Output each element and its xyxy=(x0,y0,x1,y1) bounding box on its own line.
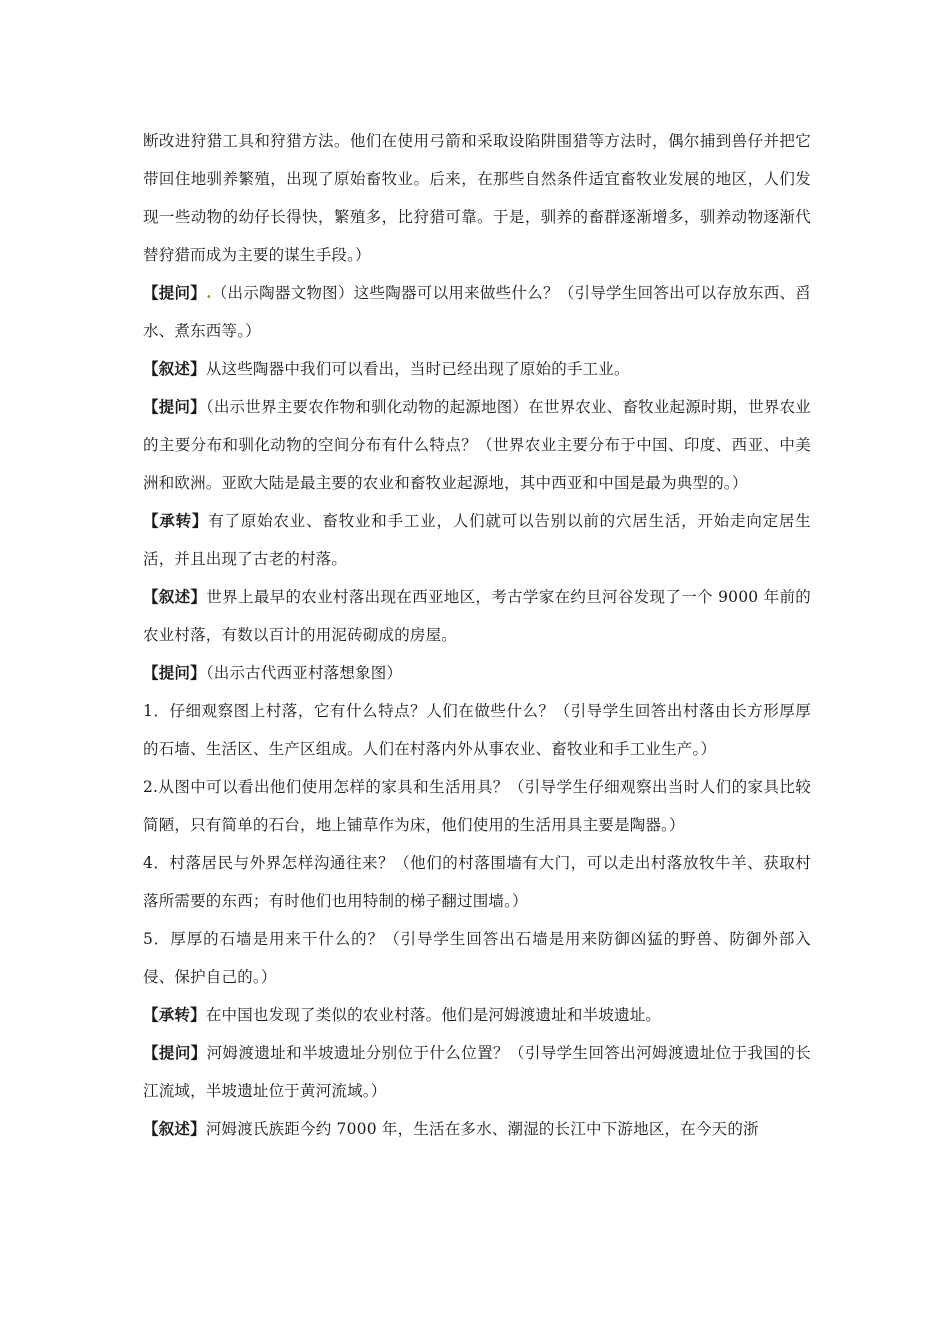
paragraph-tag: 【提问】 xyxy=(143,663,206,682)
paragraph xyxy=(143,1034,811,1110)
paragraph xyxy=(143,502,811,578)
paragraph xyxy=(143,996,811,1034)
paragraph-tag: 【叙述】 xyxy=(143,587,207,606)
document-body xyxy=(143,122,811,1148)
paragraph-text: 世界上最早的农业村落出现在西亚地区，考古学家在约旦河谷发现了一个 9000 年前的农业村落，有数以百计的用泥砖砌成的房屋。 xyxy=(143,588,811,644)
paragraph-text: （出示古代西亚村落想象图） xyxy=(205,664,403,682)
paragraph xyxy=(143,1110,811,1148)
paragraph-tag: 【承转】 xyxy=(143,1005,206,1024)
paragraph xyxy=(143,578,811,654)
paragraph-text: （出示世界主要农作物和驯化动物的起源地图）在世界农业、畜牧业起源时期，世界农业的主要分布和驯化动物的空间分布有什么特点？（世界农业主要分布于中国、印度、西亚、中美洲和欧洲。亚欧大陆是最主要的农业和畜牧业起源地，其中西亚和中国是最为典型的。） xyxy=(143,398,811,492)
marker-dot-icon: . xyxy=(206,283,212,302)
paragraph xyxy=(143,122,811,274)
list-item xyxy=(143,844,811,920)
paragraph-text: 2.从图中可以看出他们使用怎样的家具和生活用具？（引导学生仔细观察出当时人们的家具比较简陋，只有简单的石台，地上铺草作为床，他们使用的生活用具主要是陶器。） xyxy=(143,778,811,834)
paragraph-tag: 【提问】 xyxy=(143,397,206,416)
paragraph-text: 断改进狩猎工具和狩猎方法。他们在使用弓箭和采取设陷阱围猎等方法时，偶尔捕到兽仔并把它带回住地驯养繁殖，出现了原始畜牧业。后来，在那些自然条件适宜畜牧业发展的地区，人们发现一些动物的幼仔长得快，繁殖多，比狩猎可靠。于是，驯养的畜群逐渐增多，驯养动物逐渐代替狩猎而成为主要的谋生手段。） xyxy=(143,132,811,264)
paragraph-tag: 【承转】 xyxy=(143,511,209,530)
paragraph-text: 4．村落居民与外界怎样沟通往来？（他们的村落围墙有大门，可以走出村落放牧牛羊、获取村落所需要的东西；有时他们也用特制的梯子翻过围墙。） xyxy=(143,854,811,910)
list-item xyxy=(143,692,811,768)
paragraph xyxy=(143,388,811,502)
paragraph-text: 从这些陶器中我们可以看出，当时已经出现了原始的手工业。 xyxy=(205,360,630,378)
paragraph-text: 有了原始农业、畜牧业和手工业，人们就可以告别以前的穴居生活，开始走向定居生活，并且出现了古老的村落。 xyxy=(143,512,811,568)
paragraph xyxy=(143,654,811,692)
paragraph-tag: 【叙述】 xyxy=(143,359,206,378)
paragraph-text: （出示陶器文物图）这些陶器可以用来做些什么？（引导学生回答出可以存放东西、舀水、煮东西等。） xyxy=(143,284,811,340)
paragraph-text: 5．厚厚的石墙是用来干什么的？（引导学生回答出石墙是用来防御凶猛的野兽、防御外部入侵、保护自己的。） xyxy=(143,930,811,986)
paragraph-text: 河姆渡氏族距今约 7000 年，生活在多水、潮湿的长江中下游地区，在今天的浙 xyxy=(205,1120,759,1138)
paragraph-text: 河姆渡遗址和半坡遗址分别位于什么位置？（引导学生回答出河姆渡遗址位于我国的长江流域，半坡遗址位于黄河流域。） xyxy=(143,1044,811,1100)
paragraph-tag: 【叙述】 xyxy=(143,1119,206,1138)
paragraph-text: 1．仔细观察图上村落，它有什么特点？人们在做些什么？（引导学生回答出村落由长方形厚厚的石墙、生活区、生产区组成。人们在村落内外从事农业、畜牧业和手工业生产。） xyxy=(143,702,811,758)
paragraph xyxy=(143,350,811,388)
list-item xyxy=(143,768,811,844)
paragraph xyxy=(143,274,811,350)
paragraph-tag: 【提问】 xyxy=(143,283,207,302)
paragraph-text: 在中国也发现了类似的农业村落。他们是河姆渡遗址和半坡遗址。 xyxy=(205,1006,662,1024)
paragraph-tag: 【提问】 xyxy=(143,1043,207,1062)
list-item xyxy=(143,920,811,996)
